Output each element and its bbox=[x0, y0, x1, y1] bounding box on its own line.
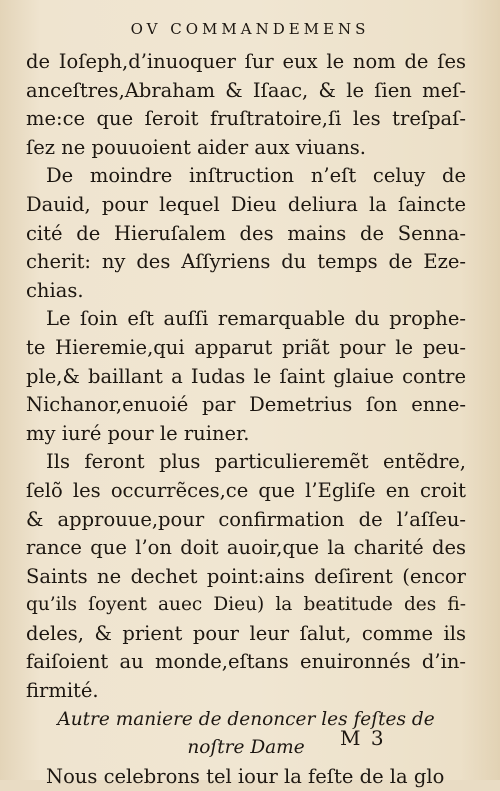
text-line: cité de Hieruſalem des mains de Senna- bbox=[26, 221, 466, 245]
section-heading: noſtre Dame bbox=[187, 737, 305, 759]
text-line: De moindre inſtruction n’eſt celuy de bbox=[46, 164, 466, 188]
text-line: faiſoient au monde,eſtans enuironnés d’in- bbox=[26, 650, 466, 674]
page-body bbox=[26, 48, 466, 791]
text-line: firmité. bbox=[26, 679, 99, 703]
text-line: ple,& baillant a Iudas le ſaint glaiue contre bbox=[26, 364, 466, 388]
running-head: OV COMMANDEMENS bbox=[130, 20, 370, 38]
text-line: my iuré pour le ruiner. bbox=[26, 421, 250, 445]
text-line: me:ce que ſeroit fruſtratoire,ſi les treſpaſ- bbox=[26, 107, 466, 131]
text-line: chias. bbox=[26, 278, 84, 302]
text-line: ſez ne pouuoient aider aux viuans. bbox=[26, 135, 366, 159]
text-line: ſelõ les occurrẽces,ce que l’Egliſe en croit bbox=[26, 478, 466, 502]
text-line: Ils feront plus particulieremẽt entẽdre, bbox=[46, 450, 466, 474]
text-line: de Ioſeph,d’inuoquer ſur eux le nom de ſes bbox=[26, 50, 466, 73]
signature-mark: M 3 bbox=[340, 726, 386, 750]
text-line: Dauid, pour lequel Dieu deliura la ſaincte bbox=[26, 192, 466, 216]
text-line: Nichanor,enuoié par Demetrius ſon enne- bbox=[26, 393, 466, 417]
text-line: deles, & prient pour leur ſalut, comme ils bbox=[26, 621, 466, 645]
text-line: te Hieremie,qui apparut priãt pour le peu- bbox=[26, 335, 466, 359]
text-line: qu’ils ſoyent auec Dieu) la beatitude des fi- bbox=[26, 594, 466, 616]
text-line: Nous celebrons tel iour la feſte de la glo bbox=[46, 764, 445, 788]
section-heading: Autre maniere de denoncer les feſtes de bbox=[57, 708, 435, 730]
text-line: rance que l’on doit auoir,que la charité des bbox=[26, 536, 466, 560]
text-line: anceſtres,Abraham & Iſaac, & le ſien meſ- bbox=[26, 78, 466, 102]
text-line: & approuue,pour confirmation de l’aſſeu- bbox=[26, 507, 466, 531]
text-line: Saints ne dechet point:ains deſirent (encor bbox=[26, 564, 466, 588]
text-line: Le ſoin eſt auſſi remarquable du prophe- bbox=[46, 307, 466, 331]
text-line: cherit: ny des Aſſyriens du temps de Eze- bbox=[26, 250, 466, 274]
